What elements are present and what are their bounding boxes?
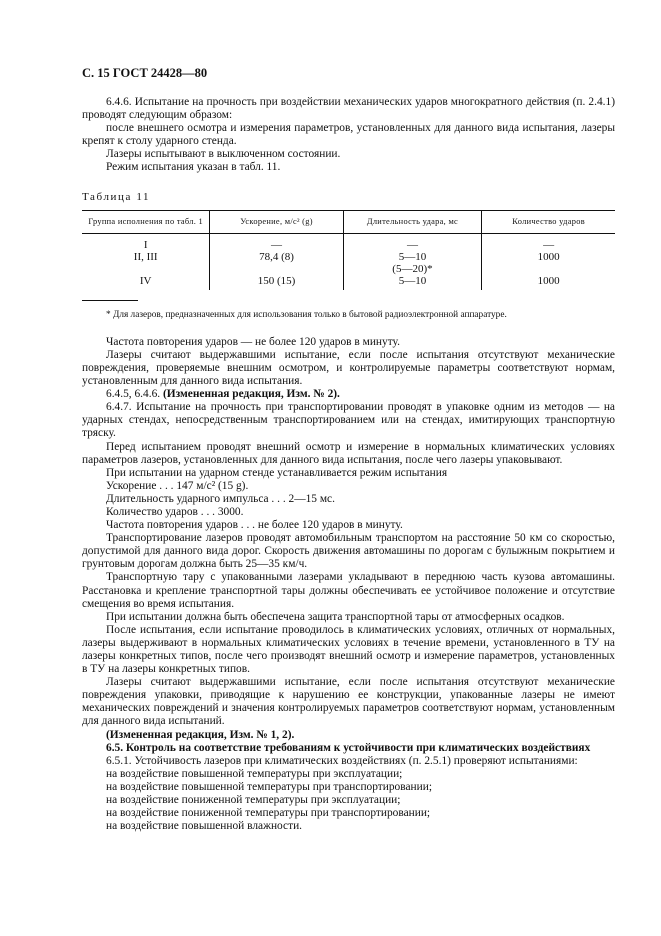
paragraph: Лазеры считают выдержавшими испытание, если после испытания отсутствуют механические повреждения, проверяемые внешним осмотром, и контролируемые параметры соответствуют нормам, установленным для данного вида испытания. xyxy=(82,348,615,388)
list-item: на воздействие пониженной температуры при транспортировании; xyxy=(106,807,431,820)
paragraph: Транспортную тару с упакованными лазерами укладывают в переднюю часть кузова автомашины. Расстановка и крепление транспортной тары должны обеспечивать ее устойчивое положение и отсутствие смещения во время испытания. xyxy=(82,571,615,610)
column-header: Количество ударов xyxy=(482,210,615,233)
paragraph: После испытания, если испытание проводилось в климатических условиях, отличных от нормальных, лазеры выдерживают в нормальных климатических условиях в течение времени, установленного в ТУ на лазеры конкретных типов, после чего производят внешний осмотр и измерение параметров, установленных в ТУ на лазеры конкретных типов. xyxy=(82,623,615,676)
table-footnote: * Для лазеров, предназначенных для использования только в бытовой радиоэлектронной аппаратуре. xyxy=(106,309,507,320)
footnote-divider xyxy=(82,300,138,301)
paragraph: При испытании должна быть обеспечена защита транспортной тары от атмосферных осадков. xyxy=(106,610,565,623)
column-header: Ускорение, м/с² (g) xyxy=(210,210,343,233)
table-cell: 5—10 xyxy=(343,251,482,263)
paragraph: Режим испытания указан в табл. 11. xyxy=(106,161,281,174)
table-cell: — xyxy=(210,233,343,251)
amendment-label: (Измененная редакция, Изм. № 2). xyxy=(162,388,340,401)
paragraph: 6.5.1. Устойчивость лазеров при климатических воздействиях (п. 2.5.1) проверяют испытаниями: xyxy=(106,754,578,767)
table-cell: 150 (15) xyxy=(210,275,343,290)
table-row xyxy=(82,251,615,263)
table-caption: Таблица 11 xyxy=(82,190,151,203)
paragraph: 6.4.6. Испытание на прочность при воздействии механических ударов многократного действия (п. 2.4.1) проводят следующим образом: xyxy=(82,96,615,122)
table-cell: 5—10 xyxy=(343,275,482,290)
document-body xyxy=(82,96,615,833)
table-header-row xyxy=(82,210,615,233)
paragraph: Частота повторения ударов — не более 120 ударов в минуту. xyxy=(106,335,400,348)
table-row xyxy=(82,263,615,275)
amendment-label: (Измененная редакция, Изм. № 1, 2). xyxy=(106,728,295,741)
paragraph: Количество ударов . . . 3000. xyxy=(106,505,244,518)
paragraph: Лазеры считают выдержавшими испытание, если после испытания отсутствуют механические повреждения упаковки, приводящие к нарушению ее конструкции, упакованные лазеры не имеют механических повреждений и значения контролируемых параметров соответствуют нормам, установленным для данного вида испытаний. xyxy=(82,676,615,728)
paragraph: При испытании на ударном стенде устанавливается режим испытания xyxy=(106,466,448,479)
table-row xyxy=(82,275,615,290)
paragraph: Длительность ударного импульса . . . 2—15 мс. xyxy=(106,492,335,505)
list-item: на воздействие повышенной влажности. xyxy=(106,820,303,833)
list-item: на воздействие повышенной температуры при транспортировании; xyxy=(106,780,432,793)
table-cell xyxy=(482,263,615,275)
column-header: Длительность удара, мс xyxy=(343,210,482,233)
paragraph: Частота повторения ударов . . . не более 120 ударов в минуту. xyxy=(106,519,403,532)
table-cell: 1000 xyxy=(482,275,615,290)
page-header: С. 15 ГОСТ 24428—80 xyxy=(82,66,208,80)
table-cell: 78,4 (8) xyxy=(210,251,343,263)
table-cell xyxy=(82,263,210,275)
table-cell xyxy=(210,263,343,275)
section-heading: 6.5. Контроль на соответствие требованиям к устойчивости при климатических воздействиях xyxy=(106,741,591,754)
list-item: на воздействие пониженной температуры при эксплуатации; xyxy=(106,794,401,807)
paragraph: Ускорение . . . 147 м/с² (15 g). xyxy=(106,479,249,492)
paragraph: после внешнего осмотра и измерения параметров, установленных для данного вида испытания, лазеры крепят к столу ударного стенда. xyxy=(82,122,615,148)
table-cell: 1000 xyxy=(482,251,615,263)
table-row xyxy=(82,233,615,251)
column-header: Группа исполнения по табл. 1 xyxy=(82,210,210,233)
paragraph: Перед испытанием проводят внешний осмотр и измерение в нормальных климатических условиях параметров лазеров, установленных для данного вида испытания, после чего лазеры упаковывают. xyxy=(82,440,615,466)
table-cell: II, III xyxy=(133,250,158,263)
list-item: на воздействие повышенной температуры при эксплуатации; xyxy=(106,767,403,780)
table-cell: — xyxy=(343,233,482,251)
table-cell: (5—20)* xyxy=(343,263,482,275)
impact-test-table xyxy=(82,210,615,290)
table-cell: — xyxy=(482,233,615,251)
paragraph: Лазеры испытывают в выключенном состоянии. xyxy=(106,148,341,161)
clause-refs: 6.4.5, 6.4.6. xyxy=(106,388,161,401)
paragraph: Транспортирование лазеров проводят автомобильным транспортом на расстояние 50 км со скоростью, допустимой для данного вида дорог. Скорость движения автомашины по дорогам с булыжным покрытием и грунтовым дорогам должна быть 25—35 км/ч. xyxy=(82,532,615,571)
table-cell: IV xyxy=(139,274,152,287)
paragraph: 6.4.7. Испытание на прочность при транспортировании проводят в упаковке одним из методов — на ударных стендах, непосредственным транспортированием или на стендах, имитирующих транспортную тряску. xyxy=(82,401,615,440)
amendment-note xyxy=(82,388,615,401)
table-cell: I xyxy=(143,238,148,251)
